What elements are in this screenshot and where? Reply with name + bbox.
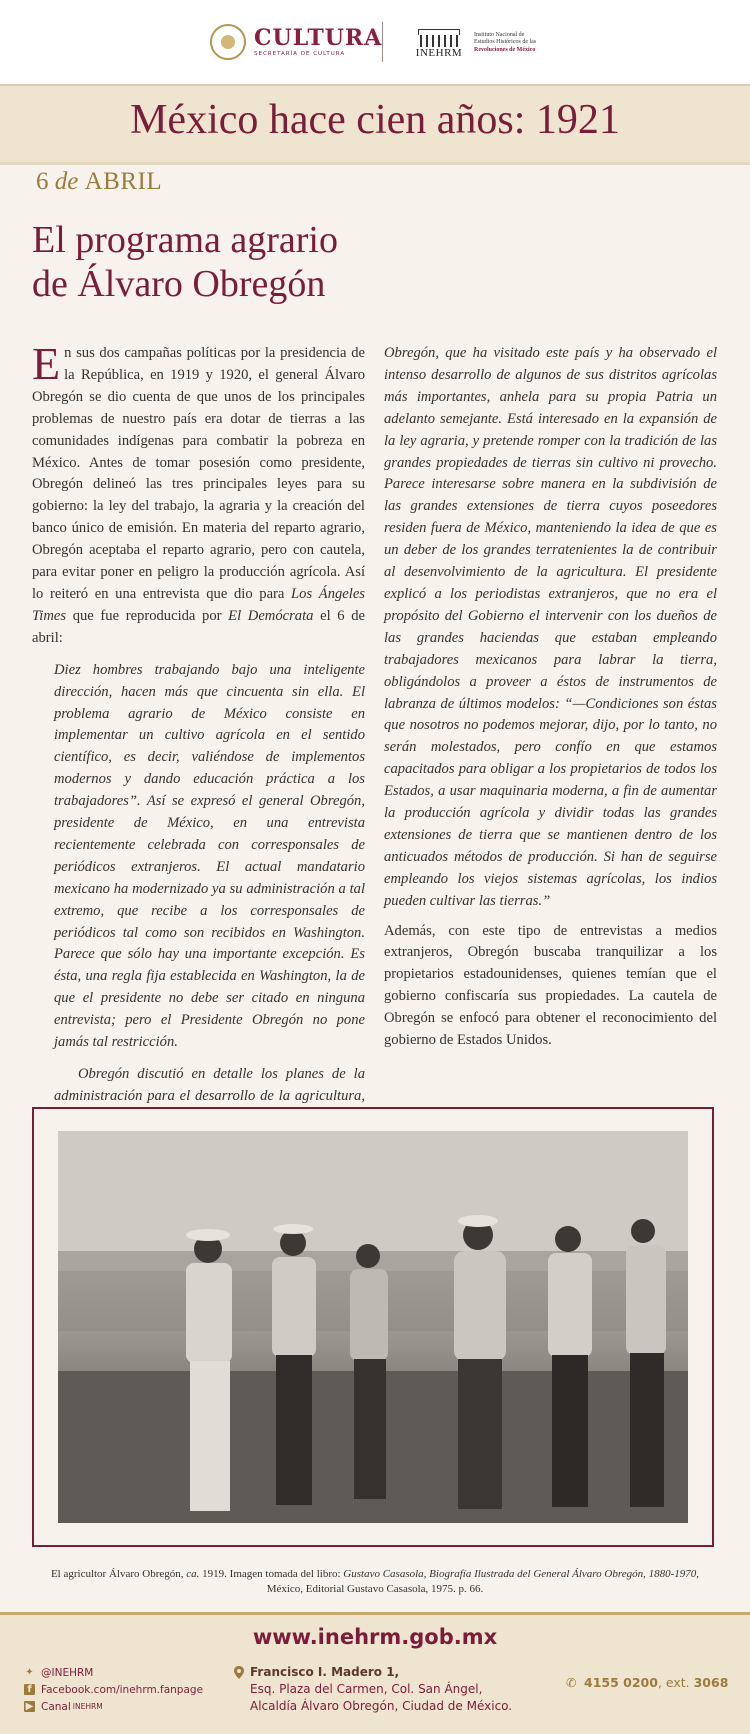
quote-paragraph-1: Diez hombres trabajando bajo una inteligente dirección, hacen más que cincuenta sin ella. El problema agrario de México consiste en implementar un cultivo agrícola en el sentido científico, es decir, valiéndose de implementos modernos y dando educación práctica a los trabajadores”. Así se expresó el general Obregón, presidente de México, en una entrevista recientemente celebrada con corresponsales de periódicos extranjeros. El actual mandatario mexicano ha modernizado ya su administración a tal extremo, que recibe a los corresponsales de periódicos tal como son recibidos en Washington. Parece que sólo hay una importante excepción. Es ésta, una regla fija establecida en Washington, la de que el presidente no debe ser citado en ninguna entrevista; pero el Presidente Obregón no pone jamás tal restricción. [54, 661, 365, 1051]
article-column-right [384, 343, 717, 1052]
inehrm-fullname: Instituto Nacional de Estudios Históricos de las Revoluciones de México [474, 31, 537, 53]
facebook-icon: f [24, 1684, 35, 1695]
intro-paragraph: En sus dos campañas políticas por la presidencia de la República, en 1919 y 1920, el general Álvaro Obregón se dio cuenta de que unos de los principales problemas de nuestro país era dotar de tierras a las comunidades indígenas para combatir la pobreza en México. Antes de tomar posesión como presidente, Obregón delineó las tres principales leyes para su gobierno: la ley del trabajo, la agraria y la creación del banco único de emisión. En materia del reparto agrario, Obregón aceptaba el reparto agrario, pero con cautela, para evitar poner en peligro la producción agrícola. Así lo reiteró en una entrevista que dio para Los Ángeles Times que fue reproducida por El Demócrata el 6 de abril: [32, 338, 365, 646]
publication-date [36, 168, 162, 196]
inehrm-logo[interactable] [408, 26, 536, 60]
banner-title: México hace cien años: 1921 [130, 97, 620, 143]
address: Francisco I. Madero 1, Esq. Plaza del Carmen, Col. San Ángel, Alcaldía Álvaro Obregón, Ciudad de México. [250, 1664, 512, 1715]
twitter-icon: ✦ [25, 1667, 34, 1678]
cultura-logo[interactable] [210, 22, 382, 62]
logo-divider [382, 22, 383, 62]
youtube-icon: ▶ [25, 1701, 34, 1712]
date-month: ABRIL [84, 168, 163, 195]
date-de: de [54, 168, 79, 195]
twitter-link[interactable]: ✦ @INEHRM [25, 1666, 94, 1679]
phone[interactable]: ✆ 4155 0200, ext. 3068 [566, 1675, 729, 1690]
cultura-name: CULTURA [254, 25, 383, 51]
phone-icon: ✆ [566, 1675, 577, 1690]
location-pin-icon [234, 1666, 244, 1679]
photo-caption: El agricultor Álvaro Obregón, ca. 1919. Imagen tomada del libro: Gustavo Casasola, Biografía Ilustrada del General Álvaro Obregón, 1880-1970, México, Editorial Gustavo Casasola, 1975. p. 66. [50, 1568, 700, 1595]
national-seal-icon [210, 24, 246, 60]
date-day: 6 [36, 168, 49, 195]
building-icon [408, 27, 470, 59]
closing-paragraph: Además, con este tipo de entrevistas a medios extranjeros, Obregón buscaba tranquilizar a los propietarios estadounidenses, quienes temían que el gobierno confiscaría sus propiedades. La cautela de Obregón se enfocó para obtener el reconocimiento del gobierno de Estados Unidos. [384, 922, 717, 1049]
quote-paragraph-2: Obregón discutió en detalle los planes de la administración para el desarrollo de la agricultura, [54, 1066, 365, 1104]
youtube-link[interactable]: ▶ Canal INEHRM [25, 1700, 103, 1713]
article-title: El programa agrario de Álvaro Obregón [32, 219, 338, 305]
social-links [24, 1664, 203, 1715]
article-column-left [32, 338, 365, 1174]
inehrm-name: INEHRM [415, 47, 463, 59]
cultura-subtitle: SECRETARÍA DE CULTURA [254, 51, 346, 57]
facebook-link[interactable]: f Facebook.com/inehrm.fanpage [24, 1681, 203, 1698]
photo-frame [32, 1107, 714, 1547]
historical-photo [58, 1131, 688, 1523]
footer [0, 1612, 750, 1734]
header [0, 0, 750, 86]
website-link[interactable]: www.inehrm.gob.mx [252, 1625, 498, 1649]
title-banner [0, 86, 750, 165]
dropcap: E [32, 338, 61, 389]
quote-paragraph-2-continued: Obregón, que ha visitado este país y ha observado el intenso desarrollo de algunos de sus distritos agrícolas más importantes, anhela para su propia Patria un adelanto semejante. Está interesado en la expansión de la ley agraria, y pretende romper con la tradición de las grandes propiedades de tierras sin cultivo ni provecho. Parece interesarse sobre manera en la subdivisión de las grandes extensiones de tierra cuyos poseedores residen fuera de México, manteniendo la idea de que es un deber de los grandes terratenientes la de contribuir al desenvolvimiento de la agricultura. El presidente explicó a los periodistas extranjeros, que no era el propósito del Gobierno el intervenir con los dueños de las grandes haciendas que estaban empleando trabajadores mexicanos para labrar la tierra, obligándolos a proveer a éstos de instrumentos de labranza de últimos modelos: “—Condiciones son éstas que nosotros no podemos mejorar, dijo, por lo tanto, no serán molestados, pero confío en que estamos capacitados para obligar a los propietarios de todos los Estados, a usar maquinaria moderna, a fin de aumentar la producción agrícola y dividir todas las grandes extensiones de tierra que se mantienen dentro de los anticuados métodos de producción. Si han de seguirse empleando los viejos sistemas agrícolas, los indios pueden cultivar las tierras.” [384, 345, 717, 909]
